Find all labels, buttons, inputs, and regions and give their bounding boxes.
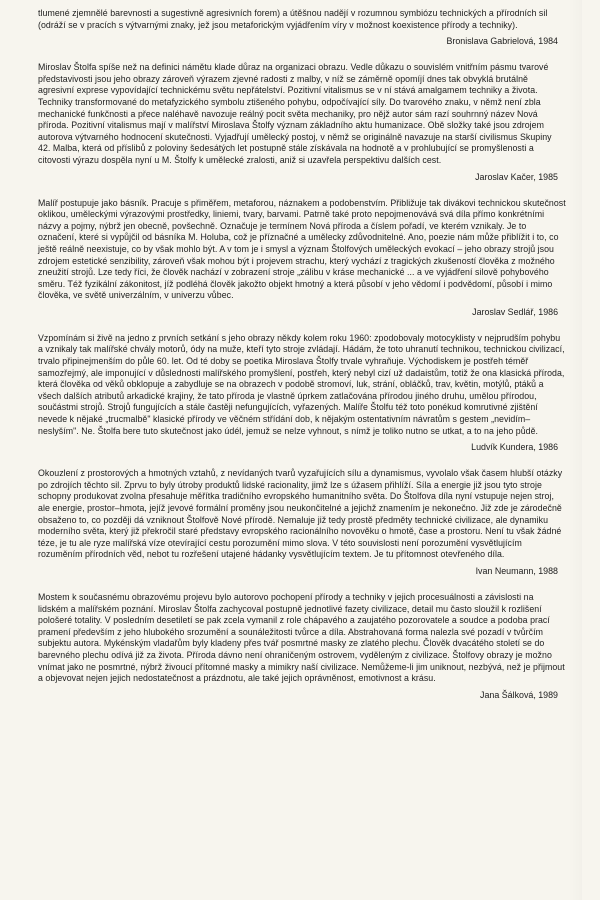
quote-author: Bronislava Gabrielová, 1984 <box>446 36 558 47</box>
page-edge-shadow <box>568 0 582 900</box>
quote-author: Jana Šálková, 1989 <box>480 689 558 700</box>
quote-text: tlumené zjemnělé barevnosti a sugestivně agresivních forem) a útěšnou nadějí v rozumnou symbiózu technických a přírodních sil (odráží se v pracích s výtvarnými znaky, jež jsou metaforickým vyjádřením víry v možnost koexistence přírody a techniky). <box>38 8 548 30</box>
quote-section <box>38 592 566 701</box>
quote-section <box>38 468 566 577</box>
quote-section <box>38 62 566 182</box>
quote-text: Malíř postupuje jako básník. Pracuje s přiměřem, metaforou, náznakem a podobenstvím. Přibližuje tak divákovi technickou skutečnost oklikou, uměleckými výrazovými prostředky, liniemi, tvary, barvami. Patrně také proto nepojmenovává svá díla přímo konkrétními názvy a pojmy, nýbrž jen obecně, povšechně. Označuje je termínem Nová příroda a číslem pořadí, ve kterém vznikaly. Je to označení, které si vypůjčil od básníka M. Holuba, což je příznačné a umělecky zdůvodnitelné. Ano, poezie nám může přiblížit i to, co ještě reálně neexistuje, co by však mohlo být. A v tom je i smysl a význam Štolfových uměleckých evokací – jeho obrazy strojů jsou zdrojem estetické senzibility, zároveň však mohou být i projevem strachu, který vychází z tragických zkušeností člověka z možného zneužití strojů. Lze tedy říci, že člověk nachází v zobrazení stroje „zálibu v kráse mechanické ... a ve vyjádření silově pohybového směru. Též fyzikální zákonitost, jíž podléhá člověk jakožto objekt hmotný a která působí v jeho vědomí i podvědomí, působí i mimo člověka, ve světě univerzálním, v univerzu vůbec. <box>38 197 566 301</box>
quote-section <box>38 198 566 318</box>
quote-text: Okouzlení z prostorových a hmotných vztahů, z nevídaných tvarů vyzařujících sílu a dynamismus, vyvolalo však časem hlubší otázky po zdrojích těchto sil. Zprvu to byly útroby produktů lidské racionality, jimž lze s úžasem přihlíží. Síla a energie již jsou tyto stroje schopny produkovat zvolna přesahuje měřítka tradičního evropského humanitního světa. Do Štolfova díla nyní vstupuje nejen stroj, ale energie, prostor–hmota, jejíž jevové formální proměny jsou neukončitelné a jejichž znamením je nekonečno. Již zde je zárodečně obsaženo to, co později dá vzniknout Štolfově Nové přírodě. Nemaluje již tedy prostě předměty technické civilizace, ale dynamiku moderního světa, který již překročil staré představy evropského racionálního novověku o hmotě, čase a prostoru. Není tu však žádné téze, je tu ale ryze malířská víze otevírající cestu porozumění mimo slova. V této souvislosti není porozumění vysvětlujícím rozuměním přírodních věd, nebot tu rozřešení utajené hádanky vysvětlujícím textem. Je tu přítomnost otevřeného díla. <box>38 468 563 560</box>
quote-text: Vzpomínám si živě na jedno z prvních setkání s jeho obrazy někdy kolem roku 1960: zpodobovaly motocyklisty v nejprudším pohybu a vznikaly tak malířské chvály motorů, ódy na muže, kteří tyto stroje zvládají. Hádám, že toto uhranutí technikou, technickou civilizací, trvalo připinejmenším do půle 60. let. Od té doby se poetika Miroslava Štolfy trvale vyhraňuje. Východiskem je postřeh téměř samozřejmý, ale imponující v důslednosti malířského promyšlení, postřeh, který nebyl cizí už dadaistům, totiž že ona klasická příroda, která člověka od věků obklopuje a zabydluje se na obrazech v podobě stromoví, luk, strání, obláčků, trav, květin, motýlů, ptáků a všech dalších atributů arkadické krajiny, že tato příroda je vlastně úprkem zatlačována přírodou jiného druhu, umělou přírodou, součástmi strojů. Strojů fungujících a stále častěji nefungujících, vyřazených. Malíře Štolfu též toto ponékud komrutivné zjištění nevede k nějaké „trucmalbě" klasické přírody ve věčném střídání dob, k nějakým ostentativním návratům s gestem „nevidím–neslyším". Ne. Štolfa bere tuto skutečnost jako údél, jemuž se nelze vyhnout, s nímž je toliko nutno se utkat, a to na jeho půdě. <box>38 332 565 436</box>
quote-author: Jaroslav Sedlář, 1986 <box>472 306 558 317</box>
quote-text: Miroslav Štolfa spíše než na definici námětu klade důraz na organizaci obrazu. Vedle důkazu o souvislém vnitřním pásmu tvarové představivosti jsou jeho obrazy zároveň výrazem zjevné radosti z malby, v níž se záměrně opomíjí dnes tak obvyklá brutálně agresivní exprese vypovídající technickému světu nepřátelství. Pozitivní vitalismus se v ní stává amalgamem techniky a života. Techniky transformované do metafyzického symbolu ztišeného pohybu, odpočívající síly. Do tvarového znaku, v němž není zbla mechanické funkčnosti a přece naléhavě navozuje reálný pocit světa mechaniky, pro nějž autor sám razí souhrnný název Nová příroda. Pozitivní vitalismus mají v malířství Miroslava Štolfy význam základního aktu humanizace. Obě složky také jsou zdrojem autorova výtvarného hodnocení skutečnosti. Vyjadřují umělecký postoj, v němž se originálně navazuje na starší civilismus Skupiny 42. Malba, která od příslibů z poloviny šedesátých let postupně stále získávala na hodnotě a v prohlubující se promyšlenosti a citovosti výrazu dospěla nyní u M. Štolfy k umělecké zralosti, aniž si uzavřela perspektivu dalších cest. <box>38 62 552 165</box>
quote-author: Ivan Neumann, 1988 <box>475 565 558 576</box>
quote-section <box>38 333 566 453</box>
quote-author: Jaroslav Kačer, 1985 <box>475 171 558 182</box>
quote-author: Ludvík Kundera, 1986 <box>471 442 558 453</box>
quote-text: Mostem k současnému obrazovému projevu bylo autorovo pochopení přírody a techniky v jejich procesuálnosti a závislosti na lidském a malířském poznání. Miroslav Štolfa zachycoval postupně jednotlivé fazety civilizace, detail mu často sloužil k rozlišení pološeré totality. V posledním desetiletí se pak zcela vymanil z role chápavého a zaujatého pozorovatele a soudce a podoba prací pramení především z jeho hlubokého srozumění a sounáležitosti tvůrce a díla. Abstrahovaná forma nalezla své pozadí v tvůrčím subjektu autora. Mykénským vladařům byly kladeny přes tvář posmrtné masky ze zlatého plechu. Člověk dvacátého století se do barevného plechu odívá již za života. Příroda dávno není ohraničeným ostrovem, vyděleným z civilizace. Štolfovy obrazy je možno vnímat jako ne posmrtné, nýbrž živoucí přítomné masky a mimikry naší civilizace. Nemůžeme-li jim uniknout, nezbývá, než je přijmout a objevovat nejen jejich nedostatečnost a prázdnotu, ale také jejich oprávněnost, emotivnost a krásu. <box>38 591 565 684</box>
document-page <box>38 8 566 701</box>
quote-section <box>38 8 566 47</box>
